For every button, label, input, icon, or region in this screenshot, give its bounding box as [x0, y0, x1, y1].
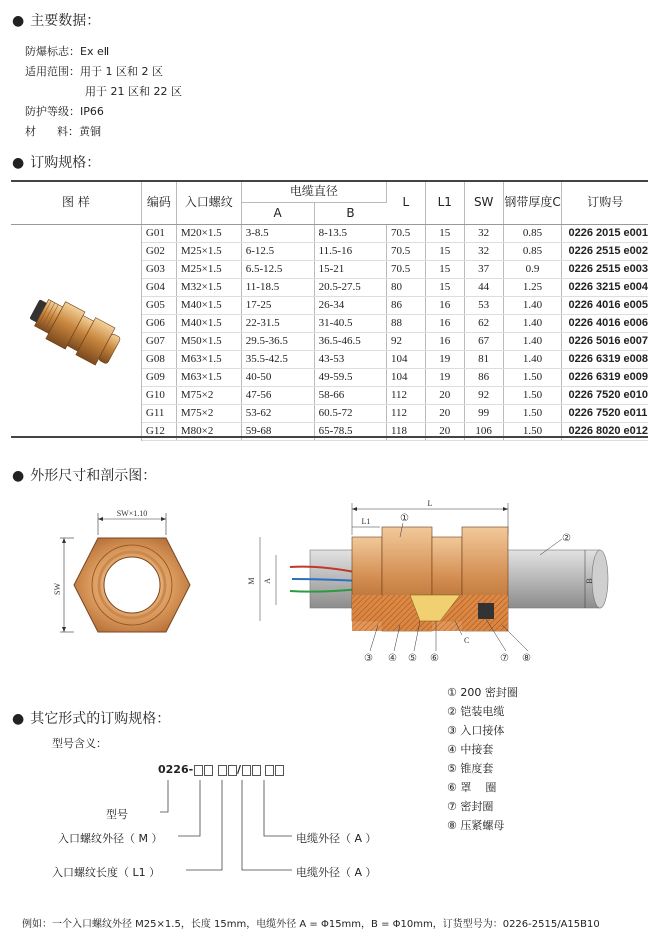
cell-order: 0226 6319 e009	[562, 368, 648, 386]
cell-l: 70.5	[386, 224, 425, 242]
spec-value: 黄铜	[78, 125, 101, 138]
cell-a: 6.5-12.5	[241, 260, 314, 278]
cell-sw: 86	[464, 368, 503, 386]
cell-c: 0.85	[503, 242, 562, 260]
cell-l1: 15	[425, 242, 464, 260]
cell-l: 86	[386, 296, 425, 314]
cell-l: 112	[386, 404, 425, 422]
spec-row-range	[25, 63, 163, 79]
order-spec-title: 订购规格：	[30, 155, 101, 171]
label-cable-a1: 电缆外径（ A ）	[296, 832, 377, 845]
label-thread-len: 入口螺纹长度（ L1 ）	[52, 866, 161, 879]
bullet-icon: ●	[12, 711, 25, 727]
label-model: 型号	[106, 808, 128, 821]
cell-l1: 15	[425, 260, 464, 278]
cell-order: 0226 7520 e010	[562, 386, 648, 404]
part-6: ⑥ 罩 圈	[447, 781, 497, 794]
cell-sw: 67	[464, 332, 503, 350]
cell-l1: 20	[425, 422, 464, 440]
cell-code: G08	[141, 350, 176, 368]
cell-thread: M50×1.5	[176, 332, 241, 350]
cell-order: 0226 2015 e001	[562, 224, 648, 242]
dim-l1-label: L1	[361, 517, 371, 526]
cell-l: 70.5	[386, 242, 425, 260]
spec-value: Ex eⅡ	[80, 45, 110, 58]
cell-order: 0226 5016 e007	[562, 332, 648, 350]
cell-order: 0226 2515 e003	[562, 260, 648, 278]
cell-order: 0226 4016 e005	[562, 296, 648, 314]
cell-thread: M40×1.5	[176, 296, 241, 314]
spec-row-ex	[25, 43, 109, 59]
cell-order: 0226 8020 e012	[562, 422, 648, 440]
cell-a: 6-12.5	[241, 242, 314, 260]
cell-l: 104	[386, 368, 425, 386]
drawing-title: 外形尺寸和剖示图：	[30, 468, 157, 484]
order-spec-table	[11, 180, 648, 441]
dim-a-label: A	[263, 578, 272, 584]
callout-2: ②	[562, 533, 571, 544]
spec-value: IP66	[80, 105, 104, 118]
cell-sw: 99	[464, 404, 503, 422]
cell-l: 88	[386, 314, 425, 332]
bullet-icon: ●	[12, 13, 25, 29]
cell-a: 22-31.5	[241, 314, 314, 332]
callout-8: ⑧	[522, 653, 531, 664]
label-thread-dia: 入口螺纹外径（ M ）	[58, 832, 163, 845]
dim-b-label: B	[585, 578, 594, 584]
part-3: ③ 入口接体	[447, 724, 505, 737]
table-top-rule	[11, 180, 648, 182]
order-example: 例如：一个入口螺纹外径 M25×1.5，长度 15mm，电缆外径 A = Φ15mm，B = Φ10mm，订货型号为：0226-2515/A15B10	[22, 919, 600, 930]
cell-l: 112	[386, 386, 425, 404]
front-view-drawing	[40, 505, 230, 655]
cell-c: 1.50	[503, 368, 562, 386]
cell-b: 58-66	[314, 386, 386, 404]
cell-sw: 32	[464, 242, 503, 260]
cell-thread: M80×2	[176, 422, 241, 440]
cell-code: G05	[141, 296, 176, 314]
part-7: ⑦ 密封圈	[447, 800, 494, 813]
cell-c: 1.40	[503, 332, 562, 350]
cell-c: 1.50	[503, 404, 562, 422]
col-thread: 入口螺纹	[176, 180, 241, 224]
cell-sw: 44	[464, 278, 503, 296]
part-4: ④ 中接套	[447, 743, 494, 756]
cell-b: 20.5-27.5	[314, 278, 386, 296]
cell-code: G04	[141, 278, 176, 296]
cell-l: 104	[386, 350, 425, 368]
cell-b: 26-34	[314, 296, 386, 314]
cell-b: 65-78.5	[314, 422, 386, 440]
table-row	[11, 224, 648, 242]
bullet-icon: ●	[12, 155, 25, 171]
cell-thread: M32×1.5	[176, 278, 241, 296]
cell-c: 0.85	[503, 224, 562, 242]
drawing-heading	[12, 465, 156, 485]
cell-code: G01	[141, 224, 176, 242]
col-l: L	[386, 180, 425, 224]
callout-6: ⑥	[430, 653, 439, 664]
cell-c: 1.25	[503, 278, 562, 296]
callout-5: ⑤	[408, 653, 417, 664]
cell-a: 17-25	[241, 296, 314, 314]
cell-order: 0226 6319 e008	[562, 350, 648, 368]
cell-a: 35.5-42.5	[241, 350, 314, 368]
cell-l: 70.5	[386, 260, 425, 278]
spec-row-range2	[85, 83, 182, 99]
col-l1: L1	[425, 180, 464, 224]
dim-c-label: C	[464, 636, 470, 645]
model-meaning-label: 型号含义：	[52, 737, 107, 750]
spec-label: 适用范围：	[25, 65, 80, 78]
cell-order: 0226 4016 e006	[562, 314, 648, 332]
cell-thread: M63×1.5	[176, 368, 241, 386]
cell-order: 0226 2515 e002	[562, 242, 648, 260]
spec-row-ip	[25, 103, 104, 119]
cell-c: 0.9	[503, 260, 562, 278]
part-5: ⑤ 锥度套	[447, 762, 494, 775]
order-spec-heading	[12, 152, 100, 172]
cell-l1: 19	[425, 350, 464, 368]
cell-b: 31-40.5	[314, 314, 386, 332]
cell-b: 15-21	[314, 260, 386, 278]
cell-l1: 16	[425, 332, 464, 350]
bullet-icon: ●	[12, 468, 25, 484]
cell-b: 8-13.5	[314, 224, 386, 242]
col-a: A	[241, 202, 314, 224]
spec-value: 用于 21 区和 22 区	[85, 85, 182, 98]
cell-a: 40-50	[241, 368, 314, 386]
part-1: ① 200 密封圈	[447, 686, 518, 699]
cell-l: 118	[386, 422, 425, 440]
cell-sw: 81	[464, 350, 503, 368]
cell-thread: M75×2	[176, 404, 241, 422]
cell-code: G10	[141, 386, 176, 404]
cell-code: G09	[141, 368, 176, 386]
cell-b: 36.5-46.5	[314, 332, 386, 350]
cell-order: 0226 7520 e011	[562, 404, 648, 422]
cell-b: 11.5-16	[314, 242, 386, 260]
model-prefix: 0226-	[158, 763, 194, 776]
spec-label: 材 料：	[25, 125, 79, 138]
cell-code: G12	[141, 422, 176, 440]
cell-l1: 16	[425, 314, 464, 332]
product-image-cell	[11, 224, 141, 440]
cell-l1: 20	[425, 404, 464, 422]
sw-side-label: SW	[53, 583, 62, 595]
cell-l1: 16	[425, 296, 464, 314]
col-order: 订购号	[562, 180, 648, 224]
col-cable-dia: 电缆直径	[241, 180, 386, 202]
col-armor: 钢带厚度C	[503, 180, 562, 224]
dim-m-label: M	[247, 577, 256, 585]
cell-code: G11	[141, 404, 176, 422]
spec-label: 防爆标志：	[25, 45, 80, 58]
model-slash: /	[237, 763, 242, 776]
section-view-drawing	[240, 495, 610, 670]
cell-a: 53-62	[241, 404, 314, 422]
sw-dim-label: SW×1.10	[116, 509, 148, 518]
callout-7: ⑦	[500, 653, 509, 664]
cell-code: G07	[141, 332, 176, 350]
label-cable-a2: 电缆外径（ A ）	[296, 866, 377, 879]
cell-sw: 106	[464, 422, 503, 440]
cell-l1: 15	[425, 278, 464, 296]
cell-a: 11-18.5	[241, 278, 314, 296]
cell-a: 47-56	[241, 386, 314, 404]
spec-value: 用于 1 区和 2 区	[80, 65, 163, 78]
cell-l1: 19	[425, 368, 464, 386]
cell-thread: M20×1.5	[176, 224, 241, 242]
cell-code: G03	[141, 260, 176, 278]
cell-l: 80	[386, 278, 425, 296]
cell-code: G02	[141, 242, 176, 260]
cell-thread: M40×1.5	[176, 314, 241, 332]
callout-3: ③	[364, 653, 373, 664]
col-sw: SW	[464, 180, 503, 224]
cell-c: 1.40	[503, 350, 562, 368]
cell-order: 0226 3215 e004	[562, 278, 648, 296]
col-code: 编码	[141, 180, 176, 224]
dim-l-label: L	[427, 499, 433, 508]
cell-a: 59-68	[241, 422, 314, 440]
cell-a: 29.5-36.5	[241, 332, 314, 350]
cell-code: G06	[141, 314, 176, 332]
cell-l: 92	[386, 332, 425, 350]
cell-b: 60.5-72	[314, 404, 386, 422]
callout-4: ④	[388, 653, 397, 664]
cell-sw: 62	[464, 314, 503, 332]
main-data-heading	[12, 10, 100, 30]
cell-thread: M25×1.5	[176, 260, 241, 278]
cell-sw: 32	[464, 224, 503, 242]
part-2: ② 铠装电缆	[447, 705, 505, 718]
col-b: B	[314, 202, 386, 224]
cell-sw: 37	[464, 260, 503, 278]
part-8: ⑧ 压紧螺母	[447, 819, 505, 832]
cell-thread: M75×2	[176, 386, 241, 404]
cell-thread: M63×1.5	[176, 350, 241, 368]
cell-l1: 20	[425, 386, 464, 404]
cell-c: 1.50	[503, 386, 562, 404]
spec-label: 防护等级：	[25, 105, 80, 118]
cable-gland-icon	[21, 286, 131, 376]
cell-c: 1.50	[503, 422, 562, 440]
cell-b: 49-59.5	[314, 368, 386, 386]
other-forms-heading	[12, 708, 170, 728]
cell-thread: M25×1.5	[176, 242, 241, 260]
cell-sw: 53	[464, 296, 503, 314]
spec-row-material	[25, 123, 101, 139]
cell-sw: 92	[464, 386, 503, 404]
other-forms-title: 其它形式的订购规格：	[30, 711, 171, 727]
cell-c: 1.40	[503, 314, 562, 332]
col-pattern: 图 样	[11, 180, 141, 224]
cell-b: 43-53	[314, 350, 386, 368]
callout-1: ①	[400, 513, 409, 524]
cell-c: 1.40	[503, 296, 562, 314]
cell-l1: 15	[425, 224, 464, 242]
cell-a: 3-8.5	[241, 224, 314, 242]
table-bottom-rule	[11, 436, 648, 438]
main-data-title: 主要数据：	[30, 13, 101, 29]
